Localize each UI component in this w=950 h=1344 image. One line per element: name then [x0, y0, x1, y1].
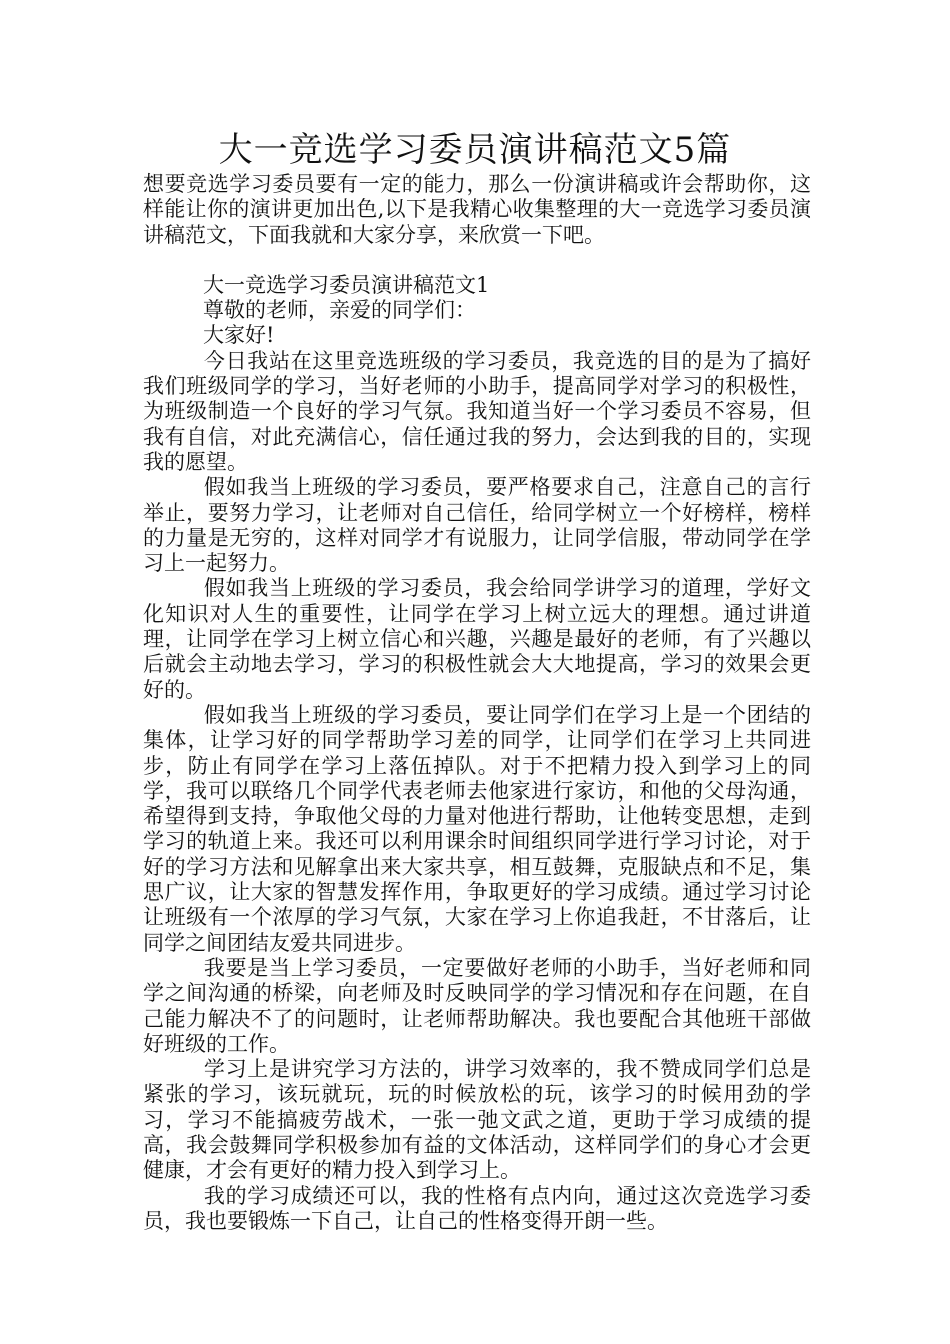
document-body — [143, 172, 811, 1234]
salutation: 尊敬的老师，亲爱的同学们： — [203, 298, 476, 323]
body-paragraph: 今日我站在这里竞选班级的学习委员，我竞选的目的是为了搞好我们班级同学的学习，当好老师的小助手，提高同学对学习的积极性，为班级制造一个良好的学习气氛。我知道当好一个学习委员不容易，但我有自信，对此充满信心，信任通过我的努力，会达到我的目的，实现我的愿望。 — [143, 348, 811, 474]
body-paragraph: 学习上是讲究学习方法的，讲学习效率的，我不赞成同学们总是紧张的学习，该玩就玩，玩的时候放松的玩，该学习的时候用劲的学习，学习不能搞疲劳战术，一张一弛文武之道，更助于学习成绩的提高，我会鼓舞同学积极参加有益的文体活动，这样同学们的身心才会更健康，才会有更好的精力投入到学习上。 — [143, 1057, 811, 1183]
body-paragraph: 我的学习成绩还可以，我的性格有点内向，通过这次竞选学习委员，我也要锻炼一下自己，让自己的性格变得开朗一些。 — [143, 1183, 811, 1233]
greeting: 大家好! — [203, 323, 275, 348]
document-title: 大一竞选学习委员演讲稿范文5篇 — [218, 130, 732, 170]
body-paragraph: 假如我当上班级的学习委员，要让同学们在学习上是一个团结的集体，让学习好的同学帮助学习差的同学，让同学们在学习上共同进步，防止有同学在学习上落伍掉队。对于不把精力投入到学习上的同学，我可以联络几个同学代表老师去他家进行家访，和他的父母沟通，希望得到支持，争取他父母的力量对他进行帮助，让他转变思想，走到学习的轨道上来。我还可以利用课余时间组织同学进行学习讨论，对于好的学习方法和见解拿出来大家共享，相互鼓舞，克服缺点和不足，集思广议，让大家的智慧发挥作用，争取更好的学习成绩。通过学习讨论让班级有一个浓厚的学习气氛，大家在学习上你追我赶，不甘落后，让同学之间团结友爱共同进步。 — [143, 702, 811, 955]
body-paragraph: 假如我当上班级的学习委员，我会给同学讲学习的道理，学好文化知识对人生的重要性，让同学在学习上树立远大的理想。通过讲道理，让同学在学习上树立信心和兴趣，兴趣是最好的老师，有了兴趣以后就会主动地去学习，学习的积极性就会大大地提高，学习的效果会更好的。 — [143, 576, 811, 702]
section-heading: 大一竞选学习委员演讲稿范文1 — [203, 272, 490, 297]
intro-paragraph: 想要竞选学习委员要有一定的能力，那么一份演讲稿或许会帮助你，这样能让你的演讲更加出色,以下是我精心收集整理的大一竞选学习委员演讲稿范文，下面我就和大家分享，来欣赏一下吧。 — [143, 172, 811, 247]
body-paragraph: 我要是当上学习委员，一定要做好老师的小助手，当好老师和同学之间沟通的桥梁，向老师及时反映同学的学习情况和存在问题，在自己能力解决不了的问题时，让老师帮助解决。我也要配合其他班干部做好班级的工作。 — [143, 955, 811, 1056]
body-paragraph: 假如我当上班级的学习委员，要严格要求自己，注意自己的言行举止，要努力学习，让老师对自己信任，给同学树立一个好榜样，榜样的力量是无穷的，这样对同学才有说服力，让同学信服，带动同学在学习上一起努力。 — [143, 475, 811, 576]
